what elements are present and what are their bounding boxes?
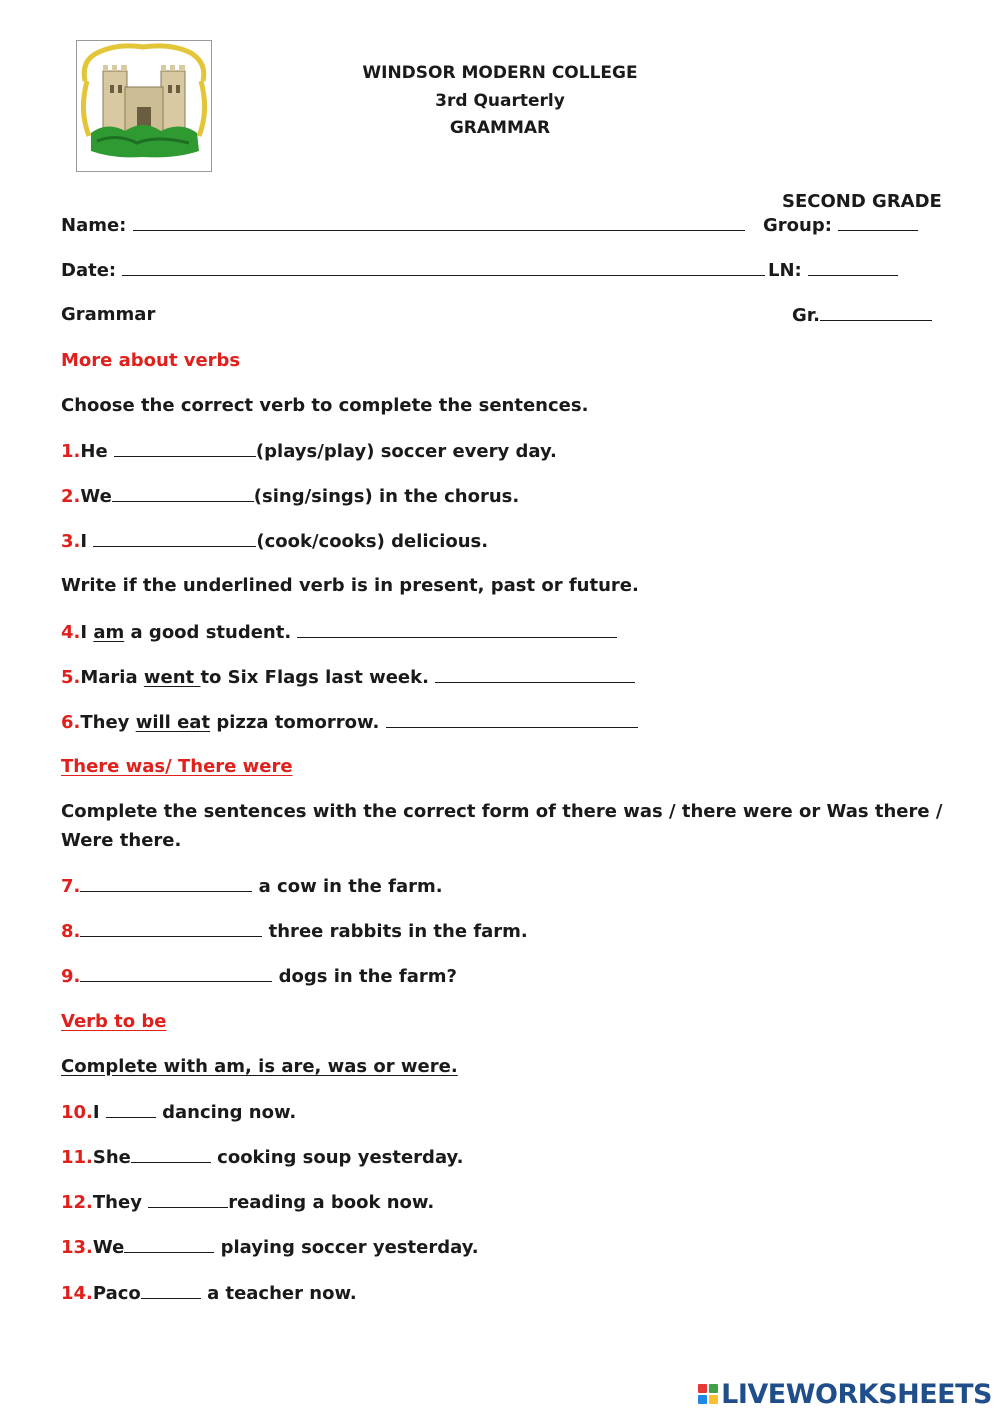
group-blank[interactable]: [838, 214, 918, 231]
question-number: 9.: [61, 966, 81, 987]
instruction-choose-verb: Choose the correct verb to complete the sentences.: [61, 395, 589, 416]
question-13: 13.We playing soccer yesterday.: [61, 1237, 479, 1258]
group-row: [763, 214, 918, 236]
instruction-verb-tense: Write if the underlined verb is in present, past or future.: [61, 575, 639, 596]
answer-blank[interactable]: [106, 1101, 156, 1118]
instruction-there-was-line2: Were there.: [61, 830, 182, 851]
logo-square-red: [698, 1384, 707, 1393]
question-7: 7. a cow in the farm.: [61, 876, 443, 897]
answer-blank[interactable]: [435, 666, 635, 683]
question-11: 11.She cooking soup yesterday.: [61, 1147, 464, 1168]
underlined-verb: am: [93, 622, 125, 643]
date-row: [61, 259, 765, 281]
question-number: 6.: [61, 712, 81, 733]
question-12: 12.They reading a book now.: [61, 1192, 435, 1213]
section-title-there-was: There was/ There were: [61, 756, 293, 777]
answer-blank[interactable]: [141, 1282, 201, 1299]
gr-blank[interactable]: [820, 304, 932, 321]
brand-text: LIVEWORKSHEETS: [721, 1378, 992, 1410]
question-number: 3.: [61, 531, 81, 552]
question-number: 1.: [61, 441, 81, 462]
answer-blank[interactable]: [297, 621, 617, 638]
question-3: 3.I (cook/cooks) delicious.: [61, 531, 489, 552]
question-number: 13.: [61, 1237, 93, 1258]
answer-blank[interactable]: [80, 920, 262, 937]
school-logo: [76, 40, 212, 172]
school-name: WINDSOR MODERN COLLEGE: [362, 63, 638, 83]
question-number: 11.: [61, 1147, 93, 1168]
answer-blank[interactable]: [112, 485, 254, 502]
ln-blank[interactable]: [808, 259, 898, 276]
answer-blank[interactable]: [148, 1191, 228, 1208]
answer-blank[interactable]: [386, 711, 638, 728]
ln-label: LN:: [768, 260, 802, 281]
question-number: 10.: [61, 1102, 93, 1123]
logo-square-blue: [698, 1395, 707, 1404]
group-label: Group:: [763, 215, 832, 236]
name-row: [61, 214, 745, 236]
subject-label: GRAMMAR: [449, 118, 551, 138]
answer-blank[interactable]: [131, 1146, 211, 1163]
instruction-there-was-line1: Complete the sentences with the correct form of there was / there were or Was there /: [61, 801, 943, 822]
section-title-verb-to-be: Verb to be: [61, 1011, 167, 1032]
question-number: 2.: [61, 486, 81, 507]
answer-blank[interactable]: [80, 875, 252, 892]
liveworksheets-logo-icon: [698, 1384, 718, 1404]
underlined-verb: went: [143, 667, 201, 688]
question-1: 1.He (plays/play) soccer every day.: [61, 441, 557, 462]
date-blank[interactable]: [122, 259, 765, 276]
question-9: 9. dogs in the farm?: [61, 966, 457, 987]
section-title-verbs: More about verbs: [61, 350, 241, 371]
gr-label: Gr.: [792, 305, 820, 326]
question-8: 8. three rabbits in the farm.: [61, 921, 528, 942]
question-2: 2.We (sing/sings) in the chorus.: [61, 486, 520, 507]
question-6: 6.They will eat pizza tomorrow.: [61, 711, 638, 733]
question-number: 4.: [61, 622, 81, 643]
grammar-label: Grammar: [61, 304, 156, 325]
answer-blank[interactable]: [124, 1236, 214, 1253]
answer-blank[interactable]: [93, 530, 256, 547]
instruction-verb-to-be: Complete with am, is are, was or were.: [61, 1056, 458, 1077]
question-4: 4.I am a good student.: [61, 621, 617, 643]
logo-square-yellow: [709, 1395, 718, 1404]
question-number: 14.: [61, 1283, 93, 1304]
date-label: Date:: [61, 260, 117, 281]
question-number: 5.: [61, 667, 81, 688]
liveworksheets-brand[interactable]: [698, 1379, 992, 1409]
question-14: 14.Paco a teacher now.: [61, 1283, 357, 1304]
answer-blank[interactable]: [114, 440, 256, 457]
question-5: 5.Maria went to Six Flags last week.: [61, 666, 635, 688]
gr-row: [792, 304, 932, 326]
castle-logo-icon: [77, 41, 211, 171]
name-blank[interactable]: [133, 214, 745, 231]
logo-square-green: [709, 1384, 718, 1393]
ln-row: [768, 259, 898, 281]
term-label: 3rd Quarterly: [435, 91, 565, 111]
name-label: Name:: [61, 215, 127, 236]
question-number: 7.: [61, 876, 81, 897]
question-number: 12.: [61, 1192, 93, 1213]
question-10: 10.I dancing now.: [61, 1102, 297, 1123]
answer-blank[interactable]: [80, 965, 272, 982]
question-number: 8.: [61, 921, 81, 942]
underlined-verb: will eat: [135, 712, 211, 733]
grade-label: SECOND GRADE: [782, 191, 942, 212]
